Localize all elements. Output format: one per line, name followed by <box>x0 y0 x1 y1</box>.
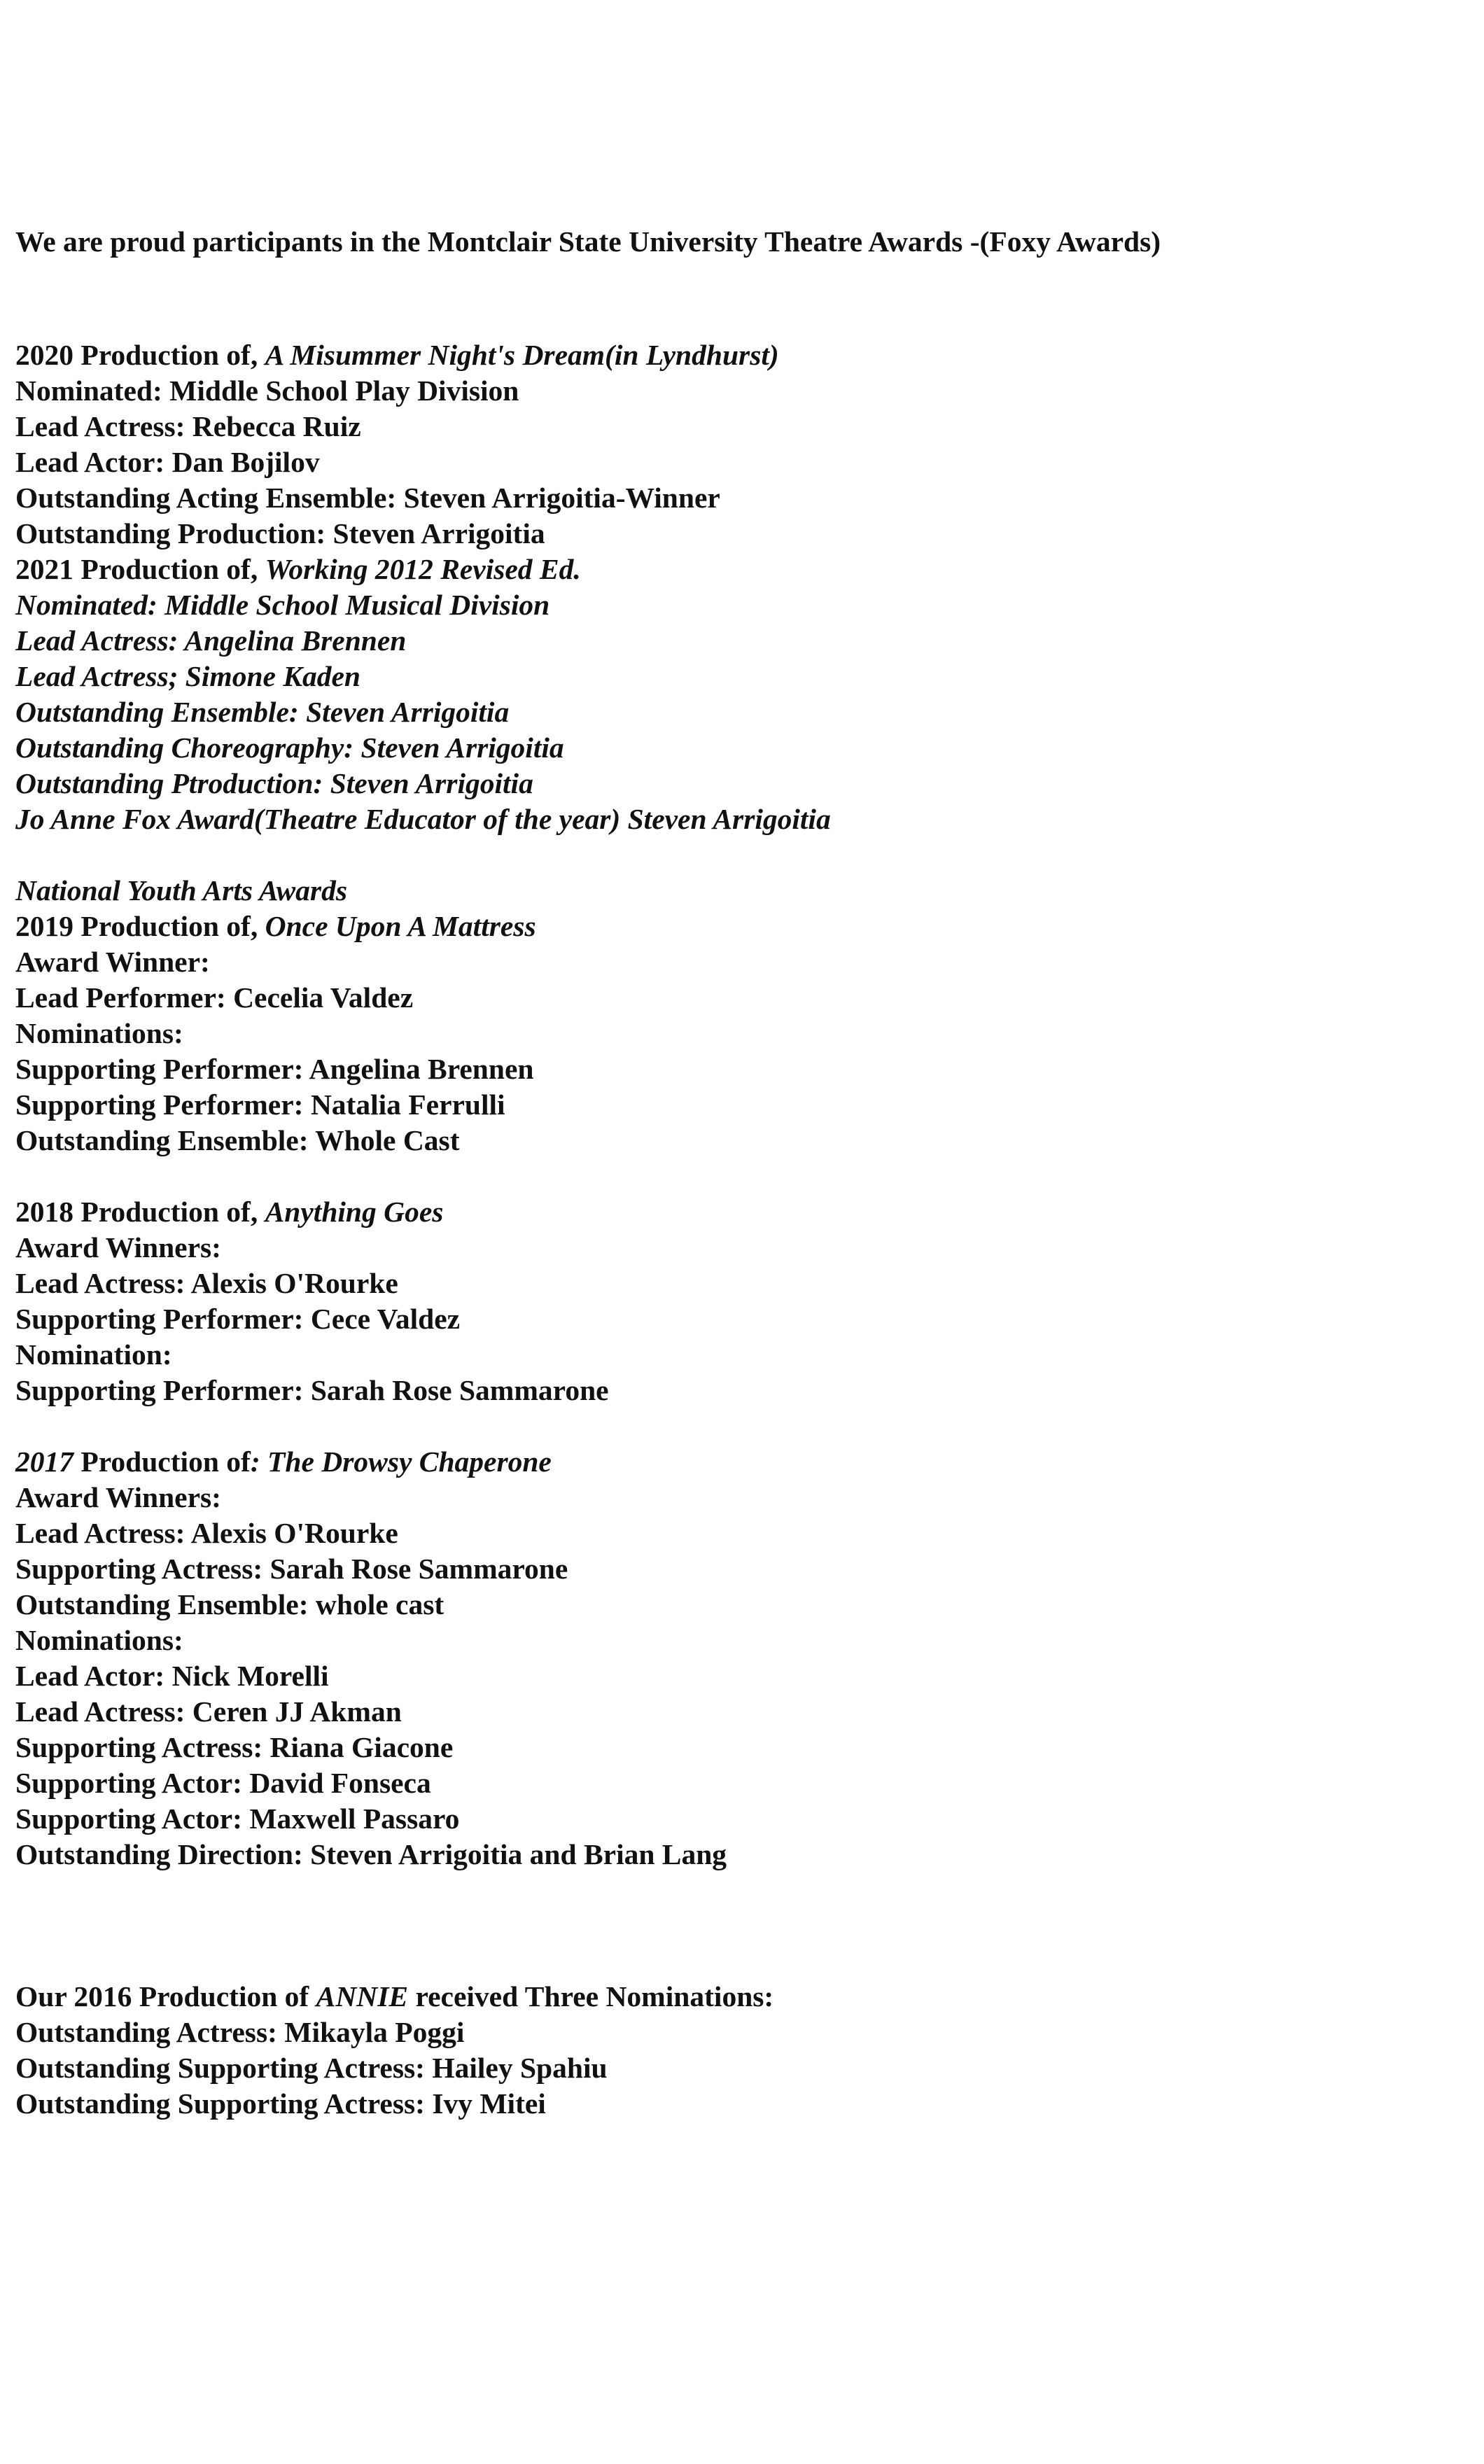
production-2018-prefix: 2018 Production of, <box>15 1196 265 1228</box>
production-2020-title: A Misummer Night's Dream(in Lyndhurst) <box>265 339 779 371</box>
production-2018-line: Award Winners: <box>15 1231 221 1264</box>
production-2019-heading <box>15 909 536 944</box>
production-2018-line: Supporting Performer: Cece Valdez <box>15 1303 461 1335</box>
production-2016-suffix: received Three Nominations: <box>408 1980 774 2012</box>
production-2021-prefix: 2021 Production of, <box>15 553 265 585</box>
production-2017-line: Supporting Actor: Maxwell Passaro <box>15 1802 460 1835</box>
intro-text: We are proud participants in the Montclair State University Theatre Awards -(Foxy Awards) <box>15 225 1161 258</box>
production-2021-line: Outstanding Ensemble: Steven Arrigoitia <box>15 696 510 728</box>
production-2019-line: Supporting Performer: Natalia Ferrulli <box>15 1088 505 1121</box>
production-2018-line: Lead Actress: Alexis O'Rourke <box>15 1267 398 1299</box>
production-2020-heading <box>15 337 779 373</box>
production-2021-line: Lead Actress; Simone Kaden <box>15 660 360 692</box>
nyaa-heading: National Youth Arts Awards <box>15 874 347 906</box>
production-2021-line: Jo Anne Fox Award(Theatre Educator of the year) Steven Arrigoitia <box>15 803 831 835</box>
production-2016-line: Outstanding Supporting Actress: Ivy Mitei <box>15 2087 546 2120</box>
production-2021-heading <box>15 552 581 587</box>
production-2017-line: Lead Actor: Nick Morelli <box>15 1660 329 1692</box>
production-2017-line: Award Winners: <box>15 1481 221 1513</box>
production-2017-heading <box>15 1444 552 1480</box>
production-2018-line: Nomination: <box>15 1338 172 1371</box>
production-2019-title: Once Upon A Mattress <box>265 910 536 942</box>
production-2016-heading <box>15 1979 774 2015</box>
production-2017-line: Supporting Actress: Riana Giacone <box>15 1731 454 1763</box>
production-2017-line: Outstanding Ensemble: whole cast <box>15 1588 444 1620</box>
production-2018-heading <box>15 1194 443 1230</box>
production-2017-title: : The Drowsy Chaperone <box>250 1446 552 1478</box>
production-2017-line: Outstanding Direction: Steven Arrigoitia and Brian Lang <box>15 1838 727 1870</box>
production-2017-line: Nominations: <box>15 1624 183 1656</box>
production-2020-line: Lead Actress: Rebecca Ruiz <box>15 410 361 442</box>
production-2021-line: Outstanding Choreography: Steven Arrigoitia <box>15 732 564 764</box>
production-2016-line: Outstanding Supporting Actress: Hailey Spahiu <box>15 2052 608 2084</box>
production-2017-line: Lead Actress: Ceren JJ Akman <box>15 1695 402 1728</box>
production-2021-line: Lead Actress: Angelina Brennen <box>15 624 407 657</box>
production-2019-line: Outstanding Ensemble: Whole Cast <box>15 1124 460 1156</box>
production-2019-line: Nominations: <box>15 1017 183 1049</box>
production-2019-line: Award Winner: <box>15 946 210 978</box>
production-2021-title: Working 2012 Revised Ed. <box>265 553 581 585</box>
production-2017-line: Supporting Actor: David Fonseca <box>15 1767 431 1799</box>
production-2021-line: Nominated: Middle School Musical Division <box>15 589 550 621</box>
production-2016-prefix: Our 2016 Production of <box>15 1980 316 2012</box>
production-2019-line: Supporting Performer: Angelina Brennen <box>15 1053 534 1085</box>
production-2020-line: Nominated: Middle School Play Division <box>15 374 519 407</box>
production-2018-title: Anything Goes <box>265 1196 444 1228</box>
production-2017-line: Lead Actress: Alexis O'Rourke <box>15 1517 398 1549</box>
production-2020-prefix: 2020 Production of, <box>15 339 265 371</box>
production-2019-prefix: 2019 Production of, <box>15 910 265 942</box>
production-2017-prefix: Production of <box>74 1446 251 1478</box>
production-2016-title: ANNIE <box>316 1980 409 2012</box>
production-2018-line: Supporting Performer: Sarah Rose Sammarone <box>15 1374 609 1406</box>
production-2017-line: Supporting Actress: Sarah Rose Sammarone <box>15 1553 568 1585</box>
production-2021-line: Outstanding Ptroduction: Steven Arrigoitia <box>15 767 533 799</box>
production-2020-line: Outstanding Production: Steven Arrigoitia <box>15 517 545 550</box>
production-2017-year: 2017 <box>15 1446 74 1478</box>
production-2020-line: Lead Actor: Dan Bojilov <box>15 446 320 478</box>
production-2020-line: Outstanding Acting Ensemble: Steven Arrigoitia-Winner <box>15 482 720 514</box>
production-2019-line: Lead Performer: Cecelia Valdez <box>15 981 414 1014</box>
production-2016-line: Outstanding Actress: Mikayla Poggi <box>15 2016 465 2048</box>
